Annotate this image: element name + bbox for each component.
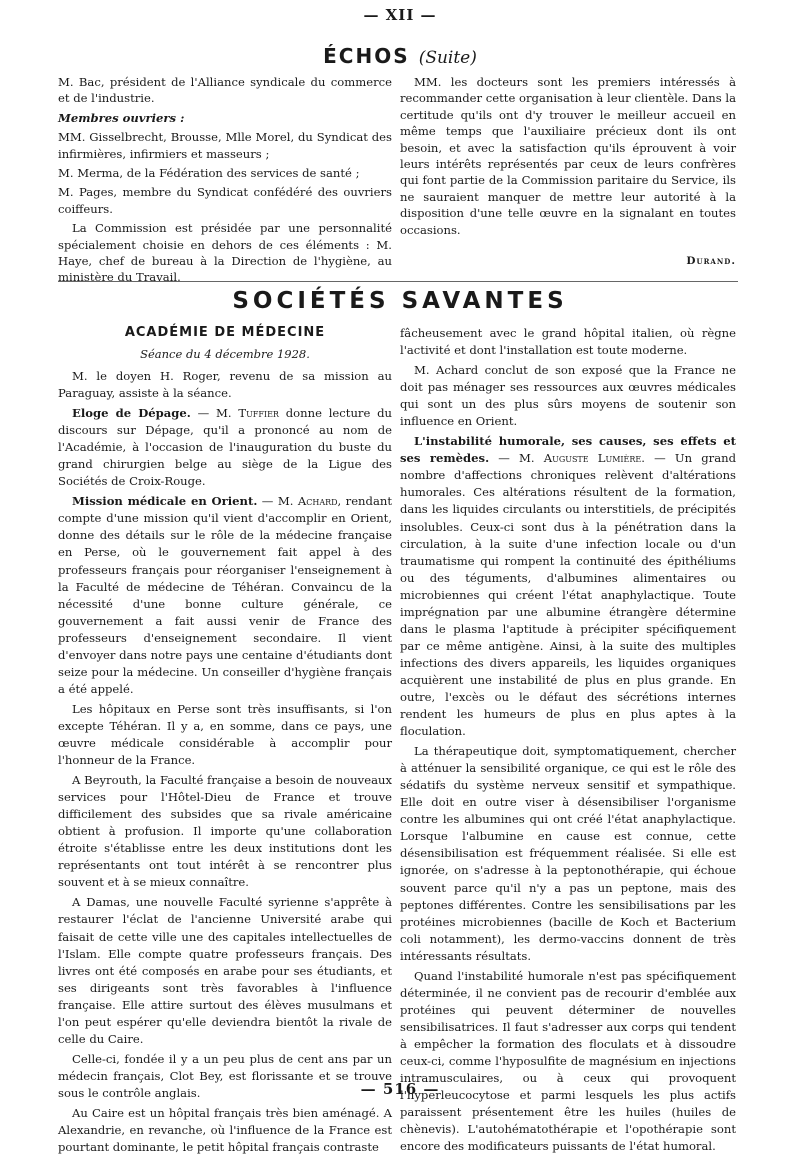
article-paragraph: A Beyrouth, la Faculté française a besoin de nouveaux services pour l'Hôtel-Dieu de France et trouve difficilement des subsides que sa rivale américaine obtient à profusion. Il importe qu'une collaboration étroite s'établisse entre les deux institutions dont les représentants ont tout intérêt à se rencontrer plus souvent et à se mieux connaître. (58, 773, 392, 890)
echos-paragraph: M. Bac, président de l'Alliance syndicale du commerce et de l'industrie. (58, 75, 392, 106)
echos-suite-text: (Suite) (418, 48, 477, 68)
echos-paragraph: La Commission est présidée par une personnalité spécialement choisie en dehors de ces éléments : M. Haye, chef de bureau à la Direction de l'hygiène, au ministère du Travail. (58, 221, 392, 285)
article-paragraph: M. Achard conclut de son exposé que la France ne doit pas ménager ses ressources aux œuvres médicales qui sont un des plus sûrs moyens de soutenir son influence en Orient. (400, 363, 736, 429)
article-text: donne lecture du discours sur Dépage, qu'il a prononcé au nom de l'Académie, à l'occasion de l'inauguration du buste du grand chirurgien belge au siège de la Ligue des Sociétés de Croix-Rouge. (58, 406, 392, 489)
seance-date: Séance du 4 décembre 1928. (140, 347, 310, 361)
article-paragraph: Mission médicale en Orient. — M. Achard, rendant compte d'une mission qu'il vient d'accomplir en Orient, donne des détails sur le rôle de la médecine française en Perse, où le gouvernement fait appel à des professeurs français pour réorganiser l'enseignement à la Faculté de médecine de Téhéran. Convaincu de la nécessité d'une bonne culture générale, ce gouvernement a fait aussi venir de France des professeurs d'enseignement secondaire. Il vient d'envoyer dans notre pays une centaine d'étudiants dont seize pour la médecine. Un conseiller d'hygiène français a été appelé. (58, 494, 392, 696)
article-author: M. Auguste Lumière (519, 451, 642, 466)
article-heading: Mission médicale en Orient. (72, 494, 258, 509)
article-paragraph: L'instabilité humorale, ses causes, ses effets et ses remèdes. — M. Auguste Lumière. — Un grand nombre d'affections chroniques relèvent d'altérations humorales. Ces altérations résultent de la formation, dans les liquides circulants ou interstitiels, de précipités insolubles. Ceux-ci sont dus à la pénétration dans la circulation, à la suite d'une infection locale ou d'un traumatisme qui rompent la continuité des épithéliums ou des téguments, d'albumines alimentaires ou microbiennes qui créent l'état anaphylactique. Toute imprégnation par une albumine étrangère détermine dans le plasma l'aptitude à précipiter spécifiquement par ce même antigène. Ainsi, à la suite des multiples infections des divers appareils, les liquides organiques acquièrent une instabilité de plus en plus grande. En outre, l'excès ou le défaut des sécrétions internes rendent les humeurs de plus en plus aptes à la floculation. (400, 434, 736, 739)
section-title-echos (0, 44, 800, 68)
echos-paragraph: M. Pages, membre du Syndicat confédéré des ouvriers coiffeurs. (58, 185, 392, 216)
article-paragraph: Au Caire est un hôpital français très bien aménagé. A Alexandrie, en revanche, où l'influence de la France est pourtant dominante, le petit hôpital français contraste (58, 1105, 392, 1155)
article-text: , rendant compte d'une mission qu'il vient d'accomplir en Orient, donne des détails sur le rôle de la médecine française en Perse, où le gouvernement fait appel à des professeurs français pour réorganiser l'enseignement à la Faculté de médecine de Téhéran. Convaincu de la nécessité d'une bonne culture générale, ce gouvernement a fait aussi venir de France des professeurs d'enseignement secondaire. Il vient d'envoyer dans notre pays une centaine d'étudiants dont seize pour la médecine. Un conseiller d'hygiène français a été appelé. (58, 494, 392, 696)
societes-right-column (400, 325, 736, 1158)
echos-paragraph: MM. Gisselbrecht, Brousse, Mlle Morel, du Syndicat des infirmières, infirmiers et masseurs ; (58, 130, 392, 161)
echos-paragraph: MM. les docteurs sont les premiers intéressés à recommander cette organisation à leur clientèle. Dans la certitude qu'ils ont d'y trouver le meilleur accueil en même temps que l'auxiliaire précieux dont ils ont besoin, et avec la satisfaction qu'ils éprouvent à voir leurs intérêts représentés par ceux de leurs confrères qui font partie de la Commission paritaire du Service, ils ne sauraient manquer de mettre leur autorité à la disposition d'une telle œuvre en la signalant en toutes occasions. (400, 75, 736, 237)
section-divider (58, 281, 738, 282)
echos-title-text: ÉCHOS (323, 44, 410, 68)
article-paragraph: fâcheusement avec le grand hôpital italien, où règne l'activité et dont l'installation est toute moderne. (400, 326, 736, 358)
echos-subheading: Membres ouvriers : (58, 110, 185, 125)
article-author: M. Tuffier (215, 406, 279, 421)
societes-left-column (58, 368, 392, 1159)
article-paragraph: Quand l'instabilité humorale n'est pas spécifiquement déterminée, il ne convient pas de recourir d'emblée aux protéines qui peuvent déterminer de nouvelles sensibilisatrices. Il faut s'adresser aux corps qui tendent à empêcher la formation des floculats et à dissoudre ceux-ci, comme l'hyposulfite de magnésium en injections intramusculaires, ou à ceux qui provoquent l'hyperleucocytose et parmi lesquels les plus actifs paraissent présentement être les huiles (huiles de chènevis). L'autohématothérapie et l'opothérapie sont encore des modificateurs puissants de l'état humoral. (400, 968, 736, 1154)
article-paragraph: La thérapeutique doit, symptomatiquement, chercher à atténuer la sensibilité organique, ce qui est le rôle des sédatifs du système nerveux sensitif et sympathique. Elle doit en outre viser à désensibiliser l'organisme contre les albumines qui ont créé l'état anaphylactique. Lorsque l'albumine en cause est connue, cette désensibilisation est fréquemment réalisée. Si elle est ignorée, on s'adresse à la peptonothérapie, qui échoue souvent parce qu'il n'y a pas un peptone, mais des peptones différentes. Contre les sensibilisations par les protéines microbiennes (bacille de Koch et Bacterium coli notamment), les dermo-vaccins donnent de très intéressants résultats. (400, 744, 736, 963)
article-paragraph: M. le doyen H. Roger, revenu de sa mission au Paraguay, assiste à la séance. (58, 369, 392, 401)
echos-left-column (58, 74, 392, 289)
academie-title: ACADÉMIE DE MÉDECINE (124, 325, 326, 340)
article-heading: Eloge de Dépage. (72, 406, 191, 421)
article-paragraph: Celle-ci, fondée il y a un peu plus de cent ans par un médecin français, Clot Bey, est florissante et se trouve sous le contrôle anglais. (58, 1051, 392, 1100)
signature: Durand. (686, 255, 736, 267)
echos-right-column (400, 74, 736, 241)
page-number-top: — XII — (363, 6, 437, 24)
article-author: M. Achard (277, 494, 338, 509)
societes-savantes-title: SOCIÉTÉS SAVANTES (232, 288, 568, 314)
article-heading: L'instabilité humorale, ses causes, ses effets et ses remèdes. (400, 434, 736, 466)
page-number-bottom: — 516 — (360, 1080, 440, 1098)
article-paragraph: Eloge de Dépage. — M. Tuffier donne lecture du discours sur Dépage, qu'il a prononcé au nom de l'Académie, à l'occasion de l'inauguration du buste du grand chirurgien belge au siège de la Ligue des Sociétés de Croix-Rouge. (58, 406, 392, 489)
echos-paragraph: M. Merma, de la Fédération des services de santé ; (58, 166, 360, 181)
article-paragraph: Les hôpitaux en Perse sont très insuffisants, si l'on excepte Téhéran. Il y a, en somme, dans ce pays, une œuvre médicale considérable à accomplir pour l'honneur de la France. (58, 701, 392, 768)
article-paragraph: A Damas, une nouvelle Faculté syrienne s'apprête à restaurer l'éclat de l'ancienne Université arabe qui faisait de cette ville une des capitales intellectuelles de l'Islam. Elle compte quatre professeurs français. Des livres ont été composés en arabe pour ses étudiants, et ses dirigeants sont très favorables à l'influence française. Elle attire surtout des élèves musulmans et l'on peut espérer qu'elle deviendra bientôt la rivale de celle du Caire. (58, 895, 392, 1046)
article-text: Un grand nombre d'affections chroniques relèvent d'altérations humorales. Ces altérations résultent de la formation, dans les liquides circulants ou interstitiels, de précipités insolubles. Ceux-ci sont dus à la pénétration dans la circulation, à la suite d'une infection locale ou d'un traumatisme qui rompent la continuité des épithéliums ou des téguments, d'albumines alimentaires ou microbiennes qui créent l'état anaphylactique. Toute imprégnation par une albumine étrangère détermine dans le plasma l'aptitude à précipiter spécifiquement par ce même antigène. Ainsi, à la suite des multiples infections des divers appareils, les liquides organiques acquièrent une instabilité de plus en plus grande. En outre, l'excès ou le défaut des sécrétions internes rendent les humeurs de plus en plus aptes à la floculation. (400, 451, 736, 739)
